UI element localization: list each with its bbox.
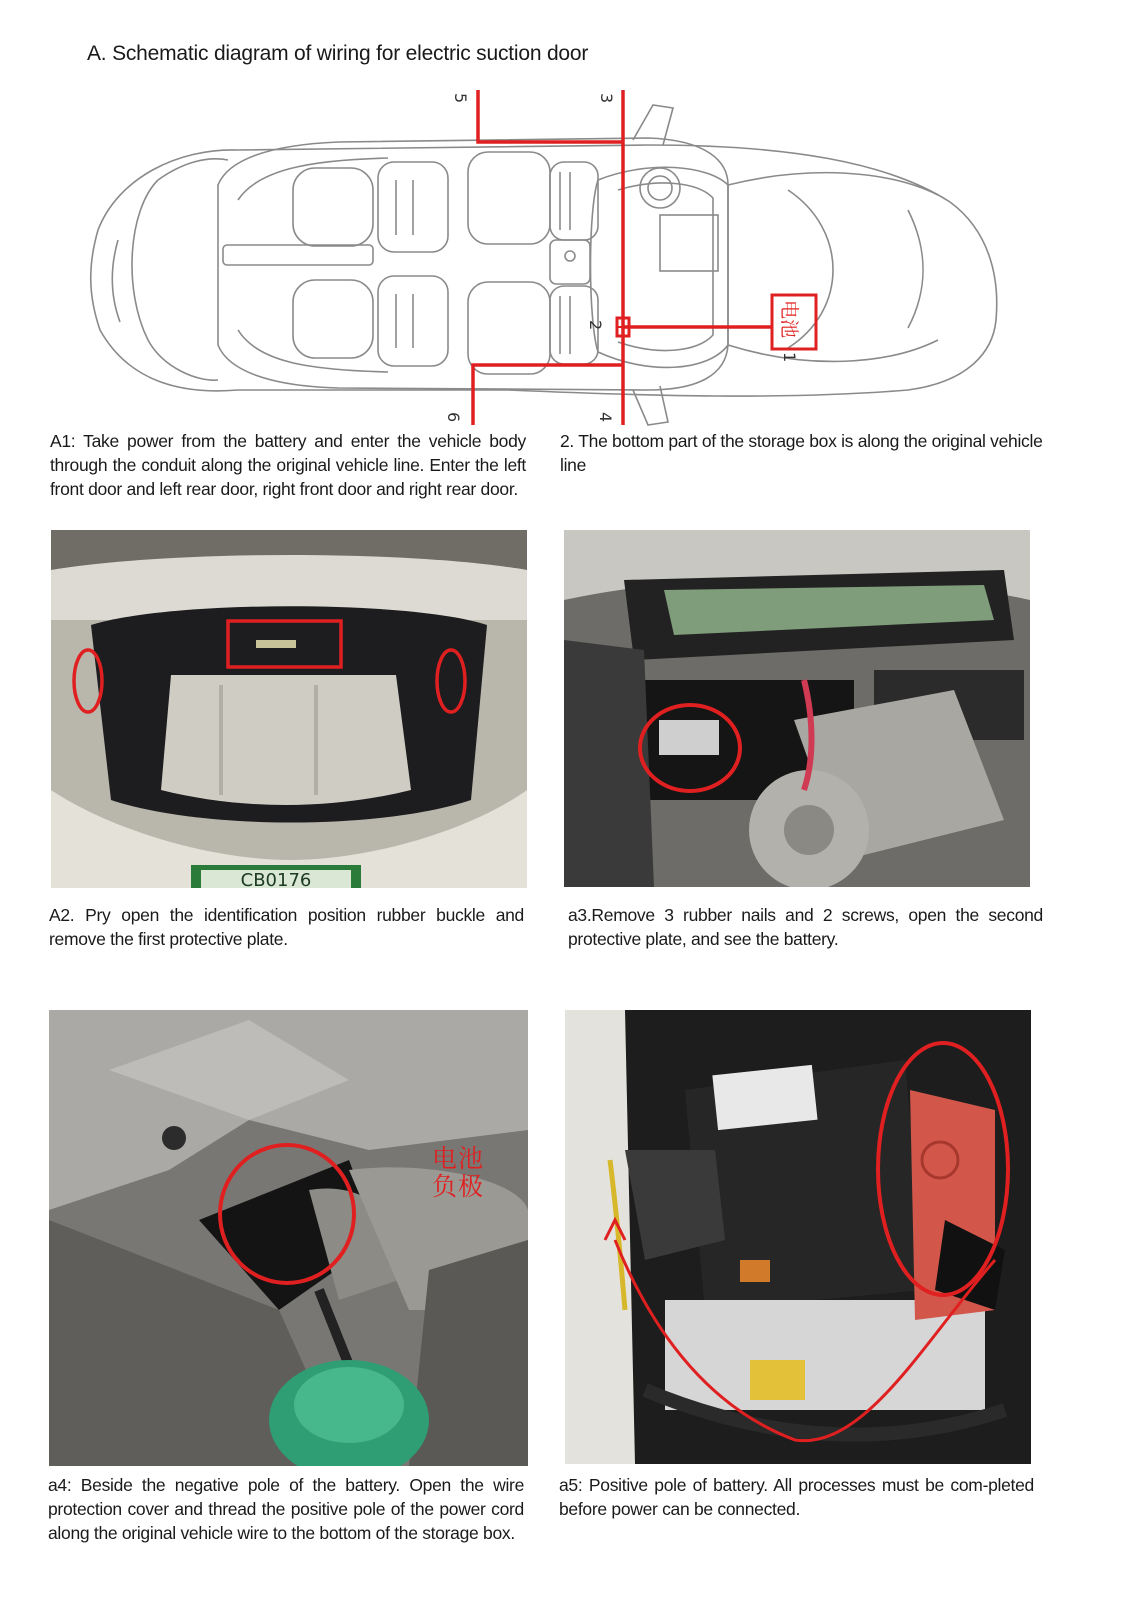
photo-negative-pole xyxy=(49,1010,528,1466)
wire-label-5: 5 xyxy=(451,93,470,104)
battery-label: 电池 xyxy=(778,300,800,339)
car-outline xyxy=(91,105,997,425)
wire-label-6: 6 xyxy=(444,412,463,423)
caption-step-2: 2. The bottom part of the storage box is along the original vehicle line xyxy=(560,431,1043,475)
wire-label-3: 3 xyxy=(597,93,616,104)
negative-pole-label-line2: 负极 xyxy=(432,1172,485,1201)
wire-label-1: 1 xyxy=(780,352,799,363)
negative-pole-label-line1: 电池 xyxy=(432,1144,485,1173)
caption-a4: a4: Beside the negative pole of the battery. Open the wire protection cover and thread the positive pole of the power cord along the original vehicle wire to the bottom of the storage box. xyxy=(48,1475,524,1543)
caption-a1: A1: Take power from the battery and enter the vehicle body through the conduit along the original vehicle line. Enter the left front door and left rear door, right front door and right rear door. xyxy=(50,431,526,499)
wire-label-2: 2 xyxy=(586,320,605,331)
photo-engine-bay xyxy=(564,530,1030,887)
plate-text: CB0176 xyxy=(240,870,312,888)
page-title: A. Schematic diagram of wiring for electric suction door xyxy=(87,42,589,65)
caption-a2: A2. Pry open the identification position rubber buckle and remove the first protective plate. xyxy=(49,905,524,949)
photo-positive-pole xyxy=(565,1010,1031,1464)
caption-a5: a5: Positive pole of battery. All processes must be com-pleted before power can be connected. xyxy=(559,1475,1034,1519)
wire-label-4: 4 xyxy=(596,412,615,423)
caption-a3: a3.Remove 3 rubber nails and 2 screws, open the second protective plate, and see the battery. xyxy=(568,905,1043,949)
wiring-diagram xyxy=(88,90,1012,438)
photo-front-trunk xyxy=(51,530,527,888)
